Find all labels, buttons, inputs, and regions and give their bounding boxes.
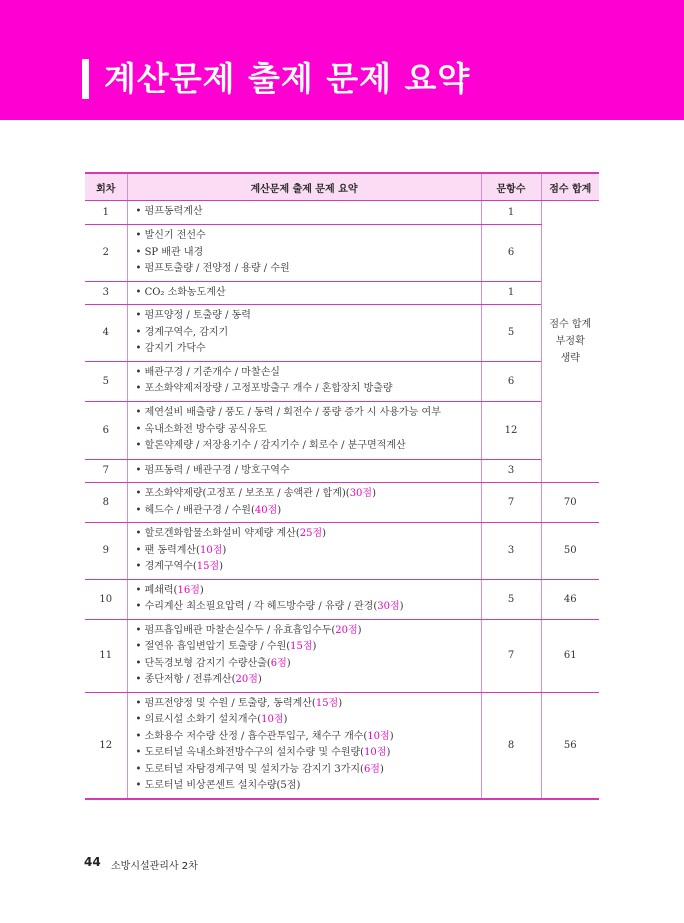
- item-text: 배관구경 / 기준개수 / 마찰손실: [144, 366, 280, 378]
- summary-cell: [127, 459, 481, 483]
- list-item: [136, 503, 475, 520]
- table-row: [85, 579, 599, 619]
- item-text: 펌프동력 / 배관구경 / 방호구역수: [144, 464, 290, 476]
- table-row: [85, 305, 599, 362]
- item-text: 수리계산 최소필요압력 / 각 헤드방수량 / 유량 / 관경(: [144, 601, 378, 612]
- summary-cell: [127, 361, 481, 401]
- round-cell: 7: [85, 459, 127, 483]
- summary-cell: [127, 579, 481, 619]
- list-item: [136, 325, 475, 342]
- header-round: 회차: [85, 173, 127, 201]
- score-cell: 70: [541, 483, 599, 523]
- count-cell: 3: [481, 459, 541, 483]
- point-value: 10점: [364, 747, 387, 758]
- header-score: 점수 합계: [541, 173, 599, 201]
- score-note-line: 부정확: [555, 336, 585, 347]
- point-value: 15점: [315, 697, 339, 709]
- list-item: [136, 778, 475, 795]
- point-value: 40점: [254, 504, 278, 516]
- item-text: ): [277, 504, 282, 516]
- list-item: [136, 463, 475, 480]
- item-text: 펌프전양정 및 수원 / 토출량, 동력계산(: [144, 697, 316, 709]
- table-row: [85, 459, 599, 483]
- list-item: [136, 261, 475, 278]
- list-item: [136, 543, 475, 560]
- item-text: ): [222, 544, 227, 556]
- book-title: 소방시설관리사 2차: [111, 861, 198, 872]
- problem-list: [136, 486, 475, 519]
- list-item: [136, 405, 475, 422]
- page-banner: [0, 0, 684, 120]
- item-text: 소화용수 저수량 산정 / 흡수관투입구, 채수구 개수(: [144, 730, 368, 742]
- round-cell: 3: [85, 281, 127, 305]
- table-row: [85, 483, 599, 523]
- problem-list: [136, 204, 475, 221]
- round-cell: 12: [85, 692, 127, 799]
- list-item: [136, 696, 475, 713]
- item-text: 감지기 가닥수: [144, 343, 206, 354]
- item-text: 포소화약제저장량 / 고정포방출구 개수 / 혼합장치 방출량: [144, 383, 393, 394]
- point-value: 15점: [290, 641, 313, 652]
- list-item: [136, 762, 475, 779]
- score-note-line: 점수 합계: [549, 319, 592, 330]
- summary-table: [85, 172, 599, 800]
- problem-list: [136, 583, 475, 616]
- problem-list: [136, 696, 475, 795]
- summary-cell: [127, 201, 481, 225]
- score-note-cell: [541, 201, 599, 483]
- item-text: ): [283, 714, 288, 725]
- list-item: [136, 308, 475, 325]
- header-summary: 계산문제 출제 문제 요약: [127, 173, 481, 201]
- table-row: [85, 201, 599, 225]
- item-text: ): [357, 624, 362, 636]
- item-text: ): [379, 763, 384, 775]
- list-item: [136, 341, 475, 358]
- item-text: 할로겐화합물소화설비 약제량 계산(: [144, 528, 300, 539]
- list-item: [136, 712, 475, 729]
- item-text: 절연유 흡입변압기 토출량 / 수원(: [144, 641, 291, 652]
- list-item: [136, 365, 475, 382]
- count-cell: 1: [481, 201, 541, 225]
- table-row: [85, 225, 599, 282]
- item-text: 제연설비 배출량 / 풍도 / 동력 / 회전수 / 풍량 증가 시 사용가능 여부: [144, 407, 441, 419]
- banner-accent-bar: [82, 59, 89, 99]
- list-item: [136, 204, 475, 221]
- item-text: 단독경보형 감지기 수량산출(: [144, 657, 271, 669]
- list-item: [136, 639, 475, 656]
- item-text: ): [386, 747, 391, 758]
- table-row: [85, 361, 599, 401]
- item-text: ): [286, 657, 291, 669]
- problem-list: [136, 308, 475, 358]
- point-value: 10점: [199, 544, 223, 556]
- item-text: 헤드수 / 배관구경 / 수원(: [144, 504, 255, 516]
- count-cell: 6: [481, 361, 541, 401]
- table-row: [85, 401, 599, 459]
- count-cell: 5: [481, 579, 541, 619]
- round-cell: 11: [85, 619, 127, 692]
- item-text: 옥내소화전 방수량 공식유도: [144, 423, 267, 435]
- table-row: [85, 692, 599, 799]
- item-text: ): [389, 730, 394, 742]
- count-cell: 8: [481, 692, 541, 799]
- item-text: CO₂ 소화농도계산: [144, 286, 226, 298]
- count-cell: 12: [481, 401, 541, 459]
- item-text: 도로터널 자탐경계구역 및 설치가능 감지기 3가지(: [144, 763, 364, 775]
- count-cell: 3: [481, 523, 541, 580]
- header-count: 문항수: [481, 173, 541, 201]
- list-item: [136, 438, 475, 455]
- round-cell: 5: [85, 361, 127, 401]
- table-row: [85, 619, 599, 692]
- item-text: 포소화약제량(고정포 / 보조포 / 송액관 / 합계)(: [144, 488, 350, 499]
- summary-cell: [127, 523, 481, 580]
- list-item: [136, 381, 475, 398]
- list-item: [136, 285, 475, 302]
- round-cell: 10: [85, 579, 127, 619]
- list-item: [136, 623, 475, 640]
- list-item: [136, 729, 475, 746]
- item-text: 펌프동력계산: [144, 206, 203, 218]
- score-cell: 50: [541, 523, 599, 580]
- page-title: 계산문제 출제 문제 요약: [104, 59, 471, 98]
- list-item: [136, 526, 475, 543]
- item-text: 할론약제량 / 저장용기수 / 감지기수 / 회로수 / 분구면적계산: [144, 440, 406, 452]
- table-row: [85, 523, 599, 580]
- list-item: [136, 228, 475, 245]
- table-header-row: [85, 173, 599, 201]
- page-number: 44: [84, 855, 101, 869]
- count-cell: 7: [481, 483, 541, 523]
- item-text: ): [399, 601, 404, 612]
- item-text: 발신기 전선수: [144, 230, 206, 241]
- round-cell: 4: [85, 305, 127, 362]
- item-text: ): [338, 697, 343, 709]
- count-cell: 1: [481, 281, 541, 305]
- summary-cell: [127, 225, 481, 282]
- point-value: 16점: [177, 584, 200, 596]
- list-item: [136, 486, 475, 503]
- summary-cell: [127, 483, 481, 523]
- score-cell: 56: [541, 692, 599, 799]
- list-item: [136, 672, 475, 689]
- point-value: 6점: [363, 763, 380, 775]
- item-text: ): [219, 561, 224, 572]
- item-text: ): [372, 488, 376, 499]
- round-cell: 8: [85, 483, 127, 523]
- list-item: [136, 583, 475, 600]
- count-cell: 7: [481, 619, 541, 692]
- item-text: 의료시설 소화기 설치개수(: [144, 714, 262, 725]
- problem-list: [136, 463, 475, 480]
- round-cell: 9: [85, 523, 127, 580]
- list-item: [136, 559, 475, 576]
- table-body: [85, 201, 599, 799]
- item-text: 폐쇄력(: [144, 584, 178, 596]
- score-cell: 46: [541, 579, 599, 619]
- item-text: 경계구역수, 감지기: [144, 326, 229, 338]
- item-text: 종단저항 / 전류계산(: [144, 674, 236, 685]
- item-text: 경계구역수(: [144, 561, 197, 572]
- round-cell: 1: [85, 201, 127, 225]
- count-cell: 5: [481, 305, 541, 362]
- list-item: [136, 245, 475, 262]
- problem-list: [136, 405, 475, 455]
- point-value: 20점: [235, 674, 258, 685]
- item-text: ): [199, 584, 204, 596]
- list-item: [136, 745, 475, 762]
- count-cell: 6: [481, 225, 541, 282]
- problem-list: [136, 623, 475, 689]
- item-text: 펌프흡입배관 마찰손실수두 / 유효흡입수두(: [144, 624, 336, 636]
- item-text: ): [322, 528, 327, 539]
- list-item: [136, 656, 475, 673]
- point-value: 20점: [335, 624, 358, 636]
- summary-cell: [127, 305, 481, 362]
- item-text: ): [312, 641, 317, 652]
- list-item: [136, 422, 475, 439]
- point-value: 6점: [270, 657, 287, 669]
- table-row: [85, 281, 599, 305]
- score-note-line: 생략: [560, 353, 580, 364]
- point-value: 25점: [299, 528, 323, 539]
- point-value: 30점: [377, 601, 400, 612]
- item-text: 도로터널 옥내소화전방수구의 설치수량 및 수원량(: [144, 747, 365, 758]
- summary-cell: [127, 619, 481, 692]
- problem-list: [136, 526, 475, 576]
- summary-cell: [127, 692, 481, 799]
- round-cell: 2: [85, 225, 127, 282]
- item-text: 팬 동력계산(: [144, 544, 200, 556]
- round-cell: 6: [85, 401, 127, 459]
- point-value: 30점: [349, 488, 373, 499]
- problem-list: [136, 285, 475, 302]
- summary-cell: [127, 281, 481, 305]
- item-text: 도로터널 비상콘센트 설치수량(5점): [144, 780, 301, 791]
- summary-cell: [127, 401, 481, 459]
- item-text: SP 배관 내경: [144, 246, 204, 258]
- item-text: ): [257, 674, 262, 685]
- point-value: 15점: [196, 561, 220, 572]
- list-item: [136, 599, 475, 616]
- item-text: 펌프양정 / 토출량 / 동력: [144, 310, 251, 321]
- problem-list: [136, 228, 475, 278]
- point-value: 10점: [261, 714, 284, 725]
- score-cell: 61: [541, 619, 599, 692]
- point-value: 10점: [367, 730, 390, 742]
- item-text: 펌프토출량 / 전양정 / 용량 / 수원: [144, 263, 290, 274]
- problem-list: [136, 365, 475, 398]
